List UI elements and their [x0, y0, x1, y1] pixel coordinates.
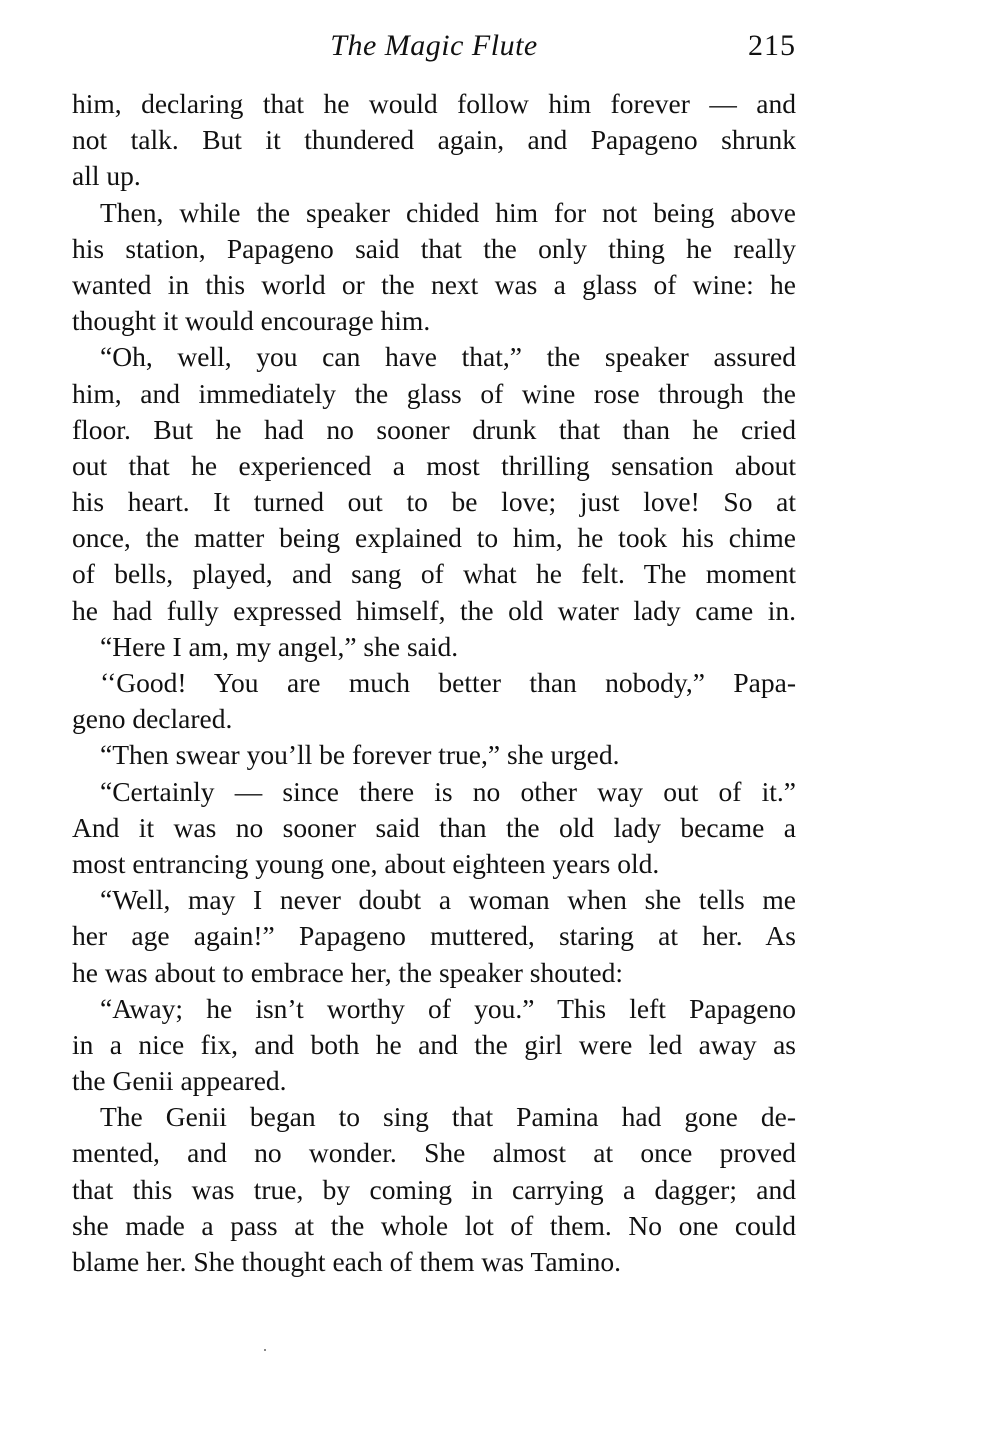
text-line: out that he experienced a most thrilling sensation about [72, 449, 796, 481]
text-line: Then, while the speaker chided him for not being above [100, 196, 796, 228]
text-line: ‘‘Good! You are much better than nobody,” Papa- [100, 667, 796, 698]
text-line: he had fully expressed himself, the old water lady came in. [72, 594, 796, 626]
text-line: “Here I am, my angel,” she said. [100, 630, 459, 662]
text-line: that this was true, by coming in carrying a dagger; and [72, 1173, 796, 1205]
text-line: her age again!” Papageno muttered, staring at her. As [72, 920, 796, 952]
text-line: “Then swear you’ll be forever true,” she urged. [100, 739, 620, 771]
text-line: he was about to embrace her, the speaker shouted: [72, 956, 623, 988]
text-line: “Well, may I never doubt a woman when she tells me [100, 884, 796, 916]
text-line: all up. [72, 160, 141, 192]
text-line: floor. But he had no sooner drunk that than he cried [72, 413, 796, 445]
text-line: And it was no sooner said than the old lady became a [72, 811, 796, 843]
text-line: him, and immediately the glass of wine rose through the [72, 377, 796, 409]
text-line: his heart. It turned out to be love; just love! So at [72, 486, 796, 518]
text-line: of bells, played, and sang of what he felt. The moment [72, 558, 796, 590]
text-line: not talk. But it thundered again, and Papageno shrunk [72, 124, 796, 156]
page-number: 215 [748, 29, 796, 62]
text-line: in a nice fix, and both he and the girl were led away as [72, 1028, 796, 1060]
text-line: blame her. She thought each of them was Tamino. [72, 1246, 621, 1277]
print-speck [264, 1349, 266, 1351]
text-line: “Oh, well, you can have that,” the speaker assured [100, 341, 796, 373]
text-line: him, declaring that he would follow him forever — and [72, 88, 796, 119]
text-line: the Genii appeared. [72, 1065, 287, 1097]
text-line: once, the matter being explained to him, he took his chime [72, 522, 796, 554]
body-text [72, 86, 796, 1280]
text-line: most entrancing young one, about eighteen years old. [72, 847, 660, 879]
text-line: his station, Papageno said that the only thing he really [72, 232, 796, 264]
text-line: geno declared. [72, 703, 233, 735]
text-line: wanted in this world or the next was a glass of wine: he [72, 268, 796, 300]
running-head [72, 24, 796, 68]
text-line: she made a pass at the whole lot of them. No one could [72, 1209, 796, 1241]
text-line: thought it would encourage him. [72, 305, 431, 337]
text-line: “Away; he isn’t worthy of you.” This left Papageno [100, 992, 796, 1024]
running-title: The Magic Flute [330, 29, 538, 62]
text-line: “Certainly — since there is no other way out of it.” [100, 775, 796, 807]
text-line: mented, and no wonder. She almost at once proved [72, 1137, 796, 1169]
text-line: The Genii began to sing that Pamina had gone de- [100, 1101, 796, 1133]
